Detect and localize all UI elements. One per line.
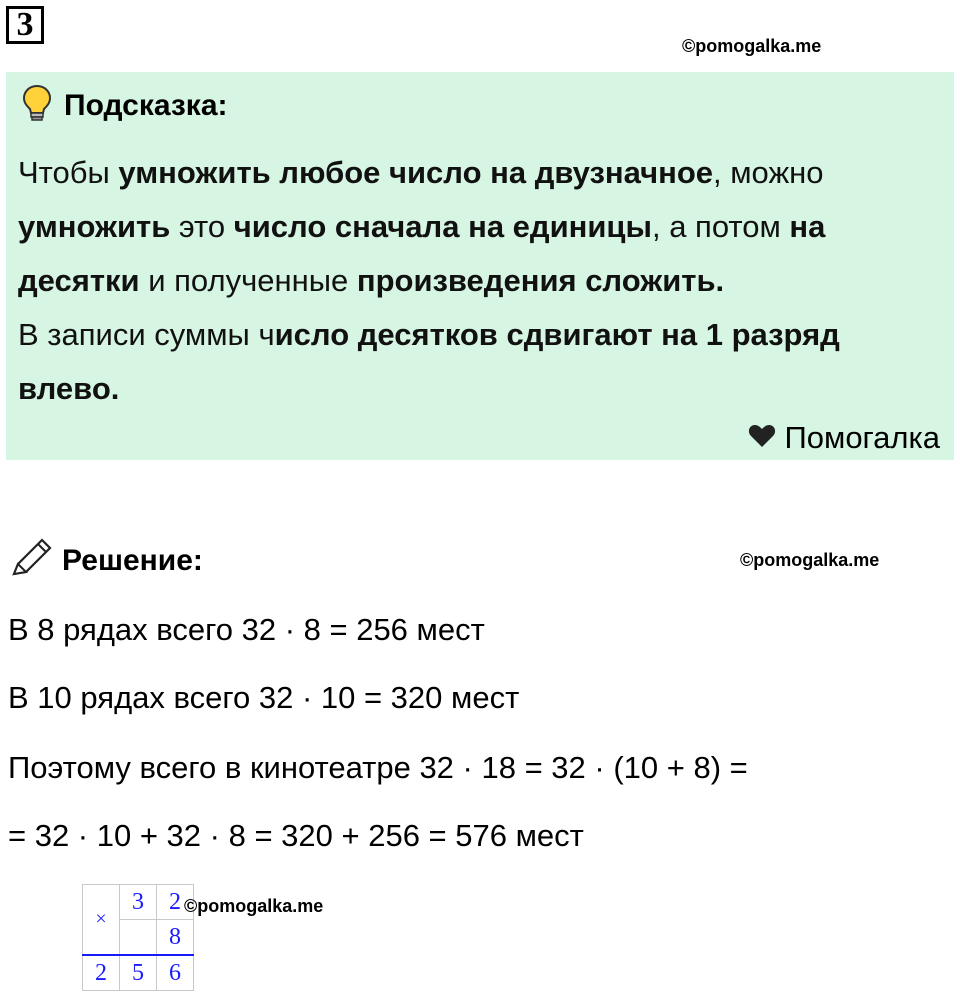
signature-text: Помогалка	[784, 420, 940, 455]
multiply-sign: ×	[83, 885, 120, 956]
digit-cell: 8	[157, 920, 194, 956]
solution-line: В 10 рядах всего 32 · 10 = 320 мест	[8, 680, 520, 715]
digit-cell: 2	[83, 955, 120, 991]
pencil-icon	[10, 538, 54, 583]
watermark: ©pomogalka.me	[682, 36, 822, 56]
lightbulb-icon	[22, 84, 52, 127]
digit-cell: 6	[157, 955, 194, 991]
column-multiplication	[82, 884, 194, 991]
heart-icon	[748, 420, 776, 456]
hint-header	[22, 84, 228, 127]
solution-line: В 8 рядах всего 32 · 8 = 256 мест	[8, 612, 485, 647]
solution-line: = 32 · 10 + 32 · 8 = 320 + 256 = 576 мест	[8, 818, 584, 853]
hint-title: Подсказка:	[64, 88, 228, 122]
task-number: 3	[6, 6, 44, 44]
digit-cell: 2	[157, 885, 194, 920]
signature	[748, 420, 940, 456]
digit-cell: 5	[120, 955, 157, 991]
watermark: ©pomogalka.me	[184, 896, 324, 916]
solution-title: Решение:	[62, 543, 203, 577]
solution-line: Поэтому всего в кинотеатре 32 · 18 = 32 · (10 + 8) =	[8, 750, 748, 785]
digit-cell: 3	[120, 885, 157, 920]
watermark: ©pomogalka.me	[740, 550, 880, 570]
digit-cell	[120, 920, 157, 956]
solution-header	[10, 538, 203, 583]
hint-text: Чтобы умножить любое число на двузначное, можно умножить это число сначала на единицы, а потом на десятки и полученные произведения сложить. В записи суммы число десятков сдвигают на 1 разряд влево.	[18, 155, 840, 406]
